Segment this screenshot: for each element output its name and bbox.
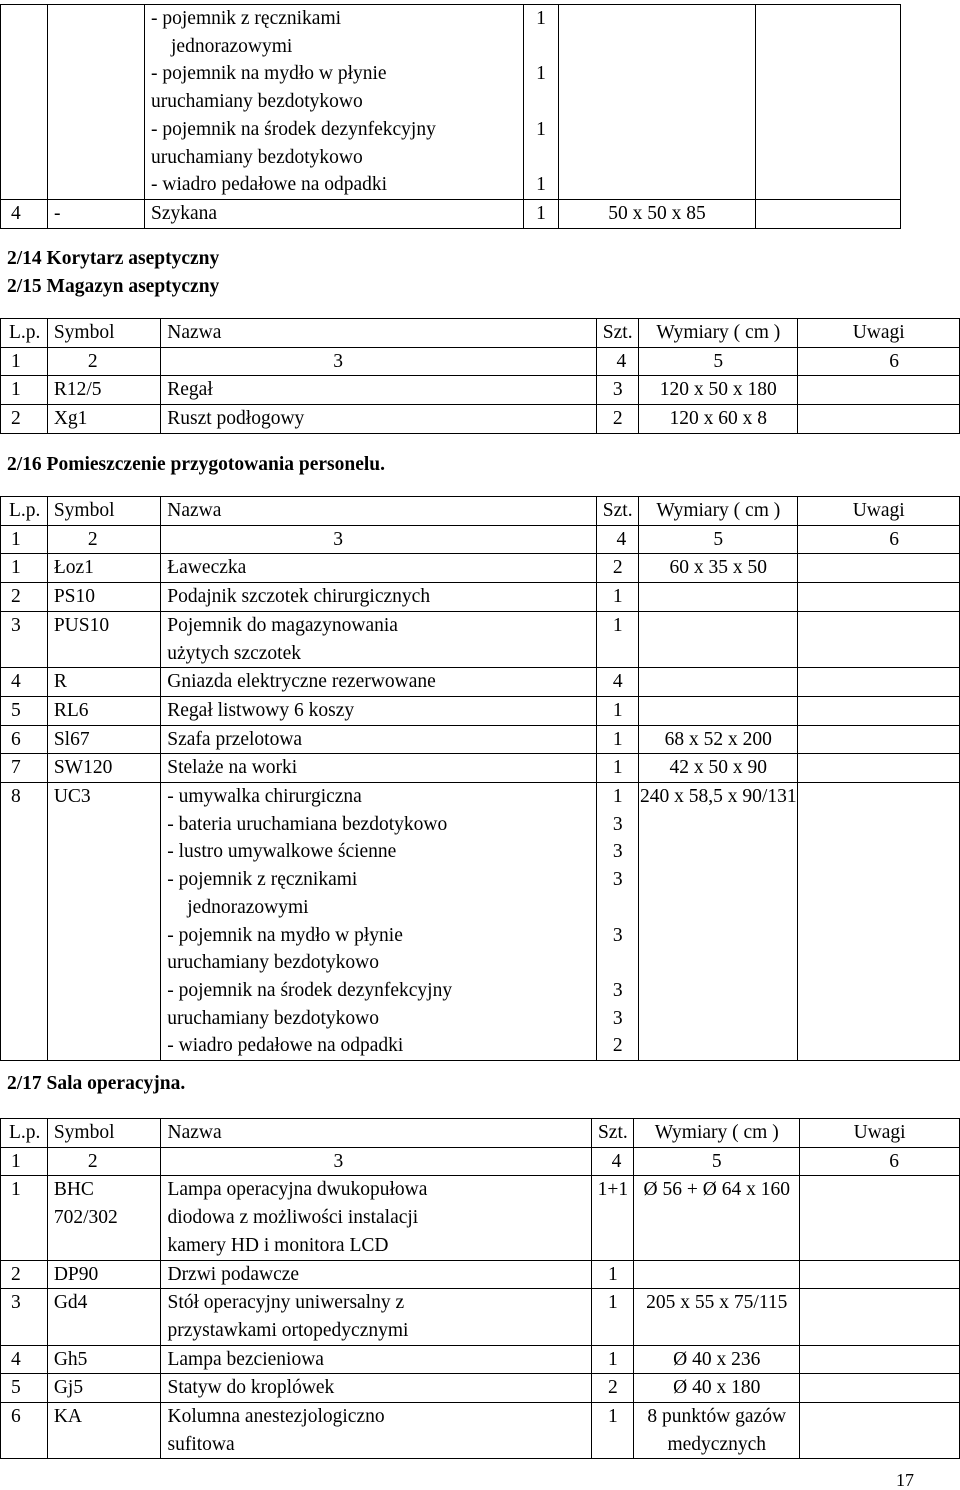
cell-notes [800, 1260, 960, 1289]
cell-symbol: Łoz1 [47, 554, 160, 583]
cell-dims: 50 x 50 x 85 [559, 199, 756, 228]
cell-line: - pojemnik z ręcznikami [167, 869, 358, 891]
cell-lp: 1 [1, 554, 48, 583]
cell-line: 1 [536, 174, 546, 196]
cell-line: 1 [612, 786, 623, 808]
table-2-16 [0, 496, 960, 1061]
cell-symbol: - [48, 199, 145, 228]
cell-notes [756, 5, 901, 200]
page-number: 17 [896, 1470, 914, 1490]
cell-qty [524, 5, 559, 200]
header-notes: Uwagi [798, 497, 960, 526]
col-num: 2 [47, 1147, 161, 1176]
cell-dims [639, 611, 798, 667]
cell-name: Gniazda elektryczne rezerwowane [161, 668, 597, 697]
table-row [1, 754, 960, 783]
cell-dims: 240 x 58,5 x 90/131 [639, 783, 798, 1061]
cell-qty: 3 [597, 376, 639, 405]
cell-lp: 5 [1, 1374, 48, 1403]
cell-dims [639, 583, 798, 612]
cell-line: - pojemnik na środek dezynfekcyjny [167, 979, 453, 1001]
cell-symbol: DP90 [47, 1260, 161, 1289]
table-row [1, 1345, 960, 1374]
cell-notes [798, 583, 960, 612]
cell-qty: 2 [592, 1374, 634, 1403]
cell-qty: 1 [597, 696, 639, 725]
cell-dims [634, 1260, 800, 1289]
header-notes: Uwagi [798, 319, 960, 348]
cell-symbol: RL6 [47, 696, 160, 725]
cell-symbol: R12/5 [47, 376, 160, 405]
cell-name: Statyw do kroplówek [161, 1374, 592, 1403]
cell-notes [798, 405, 960, 434]
cell-symbol: Gj5 [47, 1374, 161, 1403]
cell-line [597, 894, 638, 922]
cell-line [597, 949, 638, 977]
cell-line: 3 [612, 979, 623, 1001]
cell-name: Lampa bezcieniowa [161, 1345, 592, 1374]
cell-dims: 42 x 50 x 90 [639, 754, 798, 783]
cell-line: - pojemnik z ręcznikami [151, 8, 342, 29]
table-header-row [1, 319, 960, 348]
header-qty: Szt. [592, 1119, 634, 1148]
section-heading-2-17: 2/17 Sala operacyjna. [7, 1073, 186, 1094]
cell-line: 1 [536, 8, 546, 29]
header-symbol: Symbol [47, 1119, 161, 1148]
cell-name: Stelaże na worki [161, 754, 597, 783]
cell-line: - pojemnik na środek dezynfekcyjny [151, 118, 436, 140]
header-lp: L.p. [1, 1119, 48, 1148]
cell-dims: Ø 56 + Ø 64 x 160 [634, 1176, 800, 1260]
cell-dims: 68 x 52 x 200 [639, 725, 798, 754]
cell-line: 2 [612, 1035, 623, 1057]
cell-symbol: SW120 [47, 754, 160, 783]
table-2-15 [0, 318, 960, 434]
table-header-row [1, 1119, 960, 1148]
cell-notes [800, 1289, 960, 1345]
cell-lp: 4 [1, 199, 48, 228]
cell-line: 3 [612, 869, 623, 891]
cell-name: Szykana [145, 199, 524, 228]
cell-line: - wiadro pedałowe na odpadki [167, 1035, 404, 1057]
cell-line: - pojemnik na mydło w płynie [167, 924, 403, 946]
cell-lp: 1 [1, 376, 48, 405]
cell-notes [756, 199, 901, 228]
cell-notes [798, 668, 960, 697]
table-row [1, 5, 901, 200]
cell-symbol: Xg1 [47, 405, 160, 434]
cell-qty: 1 [524, 199, 559, 228]
section-heading-2-15: 2/15 Magazyn aseptyczny [7, 276, 220, 297]
table-row [1, 725, 960, 754]
cell-symbol: BHC 702/302 [47, 1176, 161, 1260]
cell-symbol: UC3 [47, 783, 160, 1061]
cell-lp: 2 [1, 405, 48, 434]
cell-dims: 205 x 55 x 75/115 [634, 1289, 800, 1345]
cell-dims [639, 696, 798, 725]
table-row [1, 376, 960, 405]
cell-qty: 1 [597, 725, 639, 754]
cell-line: jednorazowymi [171, 35, 293, 57]
col-num: 5 [639, 347, 798, 376]
table-header-row [1, 497, 960, 526]
cell-dims: 120 x 50 x 180 [639, 376, 798, 405]
header-notes: Uwagi [800, 1119, 960, 1148]
cell-lp: 3 [1, 1289, 48, 1345]
cell-notes [800, 1374, 960, 1403]
cell-qty: 1 [597, 583, 639, 612]
cell-lp: 6 [1, 725, 48, 754]
cell-line: uruchamiany bezdotykowo [167, 1007, 379, 1029]
cell-line [524, 33, 558, 61]
cell-name: Stół operacyjny uniwersalny z przystawkami ortopedycznymi [161, 1289, 592, 1345]
cell-line: 3 [612, 1007, 623, 1029]
cell-line: - pojemnik na mydło w płynie [151, 63, 387, 85]
table-row [1, 1374, 960, 1403]
cell-notes [798, 611, 960, 667]
cell-line: - umywalka chirurgiczna [167, 786, 362, 808]
cell-lp: 3 [1, 611, 48, 667]
col-num: 5 [639, 525, 798, 554]
cell-name: Regał [161, 376, 597, 405]
cell-notes [798, 783, 960, 1061]
cell-dims: Ø 40 x 180 [634, 1374, 800, 1403]
cell-notes [798, 554, 960, 583]
header-symbol: Symbol [47, 497, 160, 526]
table-row [1, 1403, 960, 1459]
cell-dims: 8 punktów gazów medycznych [634, 1403, 800, 1459]
cell-line: uruchamiany bezdotykowo [167, 952, 379, 974]
cell-qty: 1 [592, 1289, 634, 1345]
cell-name: Regał listwowy 6 koszy [161, 696, 597, 725]
header-qty: Szt. [597, 319, 639, 348]
col-num: 2 [47, 347, 160, 376]
cell-name: Podajnik szczotek chirurgicznych [161, 583, 597, 612]
table-continuation [0, 4, 901, 229]
cell-name [145, 5, 524, 200]
column-number-row [1, 347, 960, 376]
cell-notes [798, 696, 960, 725]
cell-lp: 8 [1, 783, 48, 1061]
cell-lp: 5 [1, 696, 48, 725]
col-num: 2 [47, 525, 160, 554]
cell-lp: 1 [1, 1176, 48, 1260]
header-qty: Szt. [597, 497, 639, 526]
section-heading-2-16: 2/16 Pomieszczenie przygotowania personelu. [7, 454, 386, 475]
cell-name: Kolumna anestezjologiczno sufitowa [161, 1403, 592, 1459]
table-row [1, 583, 960, 612]
header-symbol: Symbol [47, 319, 160, 348]
col-num: 1 [1, 1147, 48, 1176]
cell-line: 3 [612, 924, 623, 946]
table-row [1, 405, 960, 434]
col-num: 3 [161, 525, 597, 554]
cell-notes [800, 1176, 960, 1260]
cell-symbol: Gh5 [47, 1345, 161, 1374]
cell-qty: 2 [597, 554, 639, 583]
col-num: 1 [1, 525, 48, 554]
cell-qty [597, 783, 639, 1061]
cell-dims [639, 668, 798, 697]
col-num: 6 [798, 347, 960, 376]
cell-qty: 2 [597, 405, 639, 434]
cell-name: Pojemnik do magazynowania użytych szczotek [161, 611, 597, 667]
cell-qty: 1 [592, 1403, 634, 1459]
cell-line: jednorazowymi [187, 896, 309, 918]
cell-notes [800, 1403, 960, 1459]
table-row [1, 554, 960, 583]
cell-line [524, 144, 558, 172]
cell-lp [1, 5, 48, 200]
cell-name: Ławeczka [161, 554, 597, 583]
header-dims: Wymiary ( cm ) [639, 319, 798, 348]
header-name: Nazwa [161, 319, 597, 348]
column-number-row [1, 525, 960, 554]
header-lp: L.p. [1, 497, 48, 526]
cell-qty: 1 [592, 1260, 634, 1289]
table-row [1, 668, 960, 697]
col-num: 6 [798, 525, 960, 554]
header-dims: Wymiary ( cm ) [639, 497, 798, 526]
header-dims: Wymiary ( cm ) [634, 1119, 800, 1148]
col-num: 1 [1, 347, 48, 376]
cell-qty: 1 [597, 611, 639, 667]
table-row [1, 199, 901, 228]
table-row [1, 1289, 960, 1345]
cell-notes [798, 754, 960, 783]
cell-name: Lampa operacyjna dwukopułowa diodowa z możliwości instalacji kamery HD i monitora LCD [161, 1176, 592, 1260]
table-2-17 [0, 1118, 960, 1459]
cell-lp: 2 [1, 583, 48, 612]
cell-notes [798, 725, 960, 754]
table-row [1, 696, 960, 725]
cell-line: 3 [612, 841, 623, 863]
cell-line: 1 [536, 63, 546, 85]
cell-qty: 1+1 [592, 1176, 634, 1260]
cell-dims [559, 5, 756, 200]
col-num: 6 [800, 1147, 960, 1176]
cell-name: Drzwi podawcze [161, 1260, 592, 1289]
cell-symbol: KA [47, 1403, 161, 1459]
cell-dims: 60 x 35 x 50 [639, 554, 798, 583]
table-row [1, 1176, 960, 1260]
col-num: 4 [597, 347, 639, 376]
cell-qty: 4 [597, 668, 639, 697]
table-row [1, 783, 960, 1061]
cell-lp: 2 [1, 1260, 48, 1289]
cell-line: - bateria uruchamiana bezdotykowo [167, 813, 448, 835]
col-num: 3 [161, 347, 597, 376]
cell-lp: 4 [1, 668, 48, 697]
cell-lp: 7 [1, 754, 48, 783]
column-number-row [1, 1147, 960, 1176]
cell-qty: 1 [597, 754, 639, 783]
cell-symbol: R [47, 668, 160, 697]
cell-notes [798, 376, 960, 405]
cell-lp: 6 [1, 1403, 48, 1459]
cell-line: - wiadro pedałowe na odpadki [151, 174, 388, 196]
cell-symbol [48, 5, 145, 200]
cell-line: uruchamiany bezdotykowo [151, 91, 363, 113]
cell-symbol: PUS10 [47, 611, 160, 667]
header-name: Nazwa [161, 497, 597, 526]
cell-symbol: PS10 [47, 583, 160, 612]
cell-name: Szafa przelotowa [161, 725, 597, 754]
cell-line: 3 [612, 813, 623, 835]
col-num: 4 [592, 1147, 634, 1176]
cell-symbol: Gd4 [47, 1289, 161, 1345]
table-row [1, 1260, 960, 1289]
table-row [1, 611, 960, 667]
cell-symbol: Sl67 [47, 725, 160, 754]
cell-line: 1 [536, 118, 546, 140]
cell-notes [800, 1345, 960, 1374]
cell-qty: 1 [592, 1345, 634, 1374]
col-num: 5 [634, 1147, 800, 1176]
cell-line: uruchamiany bezdotykowo [151, 146, 363, 168]
section-heading-2-14: 2/14 Korytarz aseptyczny [7, 248, 220, 269]
col-num: 3 [161, 1147, 592, 1176]
cell-name: Ruszt podłogowy [161, 405, 597, 434]
col-num: 4 [597, 525, 639, 554]
cell-name [161, 783, 597, 1061]
cell-line [524, 88, 558, 116]
header-name: Nazwa [161, 1119, 592, 1148]
cell-dims: Ø 40 x 236 [634, 1345, 800, 1374]
cell-lp: 4 [1, 1345, 48, 1374]
cell-dims: 120 x 60 x 8 [639, 405, 798, 434]
cell-line: - lustro umywalkowe ścienne [167, 841, 397, 863]
header-lp: L.p. [1, 319, 48, 348]
